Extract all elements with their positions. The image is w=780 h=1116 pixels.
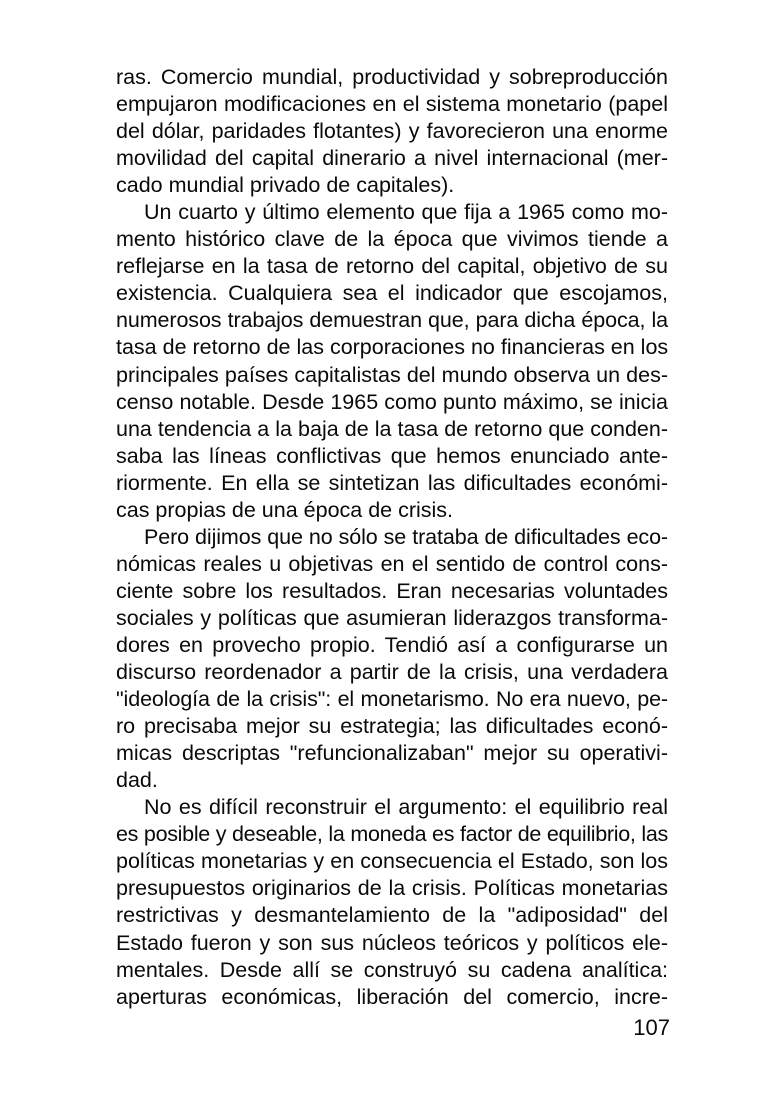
text-line: cas propias de una época de crisis. bbox=[116, 497, 454, 522]
text-line: "ideología de la crisis": el monetarismo. No era nuevo, pe- bbox=[116, 687, 668, 712]
text-line: Un cuarto y último elemento que fija a 1965 como mo- bbox=[144, 200, 668, 225]
text-line: mentales. Desde allí se construyó su cadena analítica: bbox=[116, 957, 668, 982]
text-line: dad. bbox=[116, 768, 158, 793]
text-line: saba las líneas conflictivas que hemos enunciado ante- bbox=[116, 443, 668, 468]
text-line: micas descriptas "refuncionalizaban" mejor su operativi- bbox=[116, 741, 668, 766]
text-line: aperturas económicas, liberación del comercio, incre- bbox=[116, 984, 668, 1009]
body-text bbox=[116, 64, 668, 1011]
text-line: discurso reordenador a partir de la crisis, una verdadera bbox=[116, 660, 668, 685]
text-line: mento histórico clave de la época que vivimos tiende a bbox=[116, 227, 668, 252]
text-line: No es difícil reconstruir el argumento: el equilibrio real bbox=[144, 795, 668, 820]
text-line: ras. Comercio mundial, productividad y sobreproducción bbox=[116, 65, 668, 89]
text-line: censo notable. Desde 1965 como punto máximo, se inicia bbox=[116, 389, 668, 414]
paragraph-4 bbox=[116, 794, 668, 1010]
text-line: presupuestos originarios de la crisis. Políticas monetarias bbox=[116, 876, 668, 901]
text-line: principales países capitalistas del mundo observa un des- bbox=[116, 362, 668, 387]
text-line: riormente. En ella se sintetizan las dificultades económi- bbox=[116, 470, 668, 495]
text-line: del dólar, paridades flotantes) y favorecieron una enorme bbox=[116, 119, 668, 144]
text-line: ciente sobre los resultados. Eran necesarias voluntades bbox=[116, 578, 668, 603]
paragraph-1 bbox=[116, 64, 668, 199]
text-line: dores en provecho propio. Tendió así a configurarse un bbox=[116, 632, 668, 657]
text-line: sociales y políticas que asumieran liderazgos transforma- bbox=[116, 605, 668, 630]
text-line: movilidad del capital dinerario a nivel internacional (mer- bbox=[116, 146, 668, 171]
text-line: reflejarse en la tasa de retorno del capital, objetivo de su bbox=[116, 254, 668, 279]
text-line: existencia. Cualquiera sea el indicador que escojamos, bbox=[116, 281, 668, 306]
text-line: Estado fueron y son sus núcleos teóricos y políticos ele- bbox=[116, 930, 668, 955]
text-line: restrictivas y desmantelamiento de la "adiposidad" del bbox=[116, 903, 668, 928]
text-line: tasa de retorno de las corporaciones no financieras en los bbox=[116, 335, 669, 360]
text-line: cado mundial privado de capitales). bbox=[116, 173, 455, 198]
text-line: es posible y deseable, la moneda es factor de equilibrio, las bbox=[116, 822, 668, 847]
paragraph-3 bbox=[116, 524, 668, 794]
text-line: políticas monetarias y en consecuencia el Estado, son los bbox=[116, 849, 668, 874]
text-line: nómicas reales u objetivas en el sentido de control cons- bbox=[116, 551, 668, 576]
page-number: 107 bbox=[633, 1015, 670, 1040]
text-line: ro precisaba mejor su estrategia; las dificultades econó- bbox=[116, 714, 668, 739]
text-line: empujaron modificaciones en el sistema monetario (papel bbox=[116, 92, 668, 117]
text-line: una tendencia a la baja de la tasa de retorno que conden- bbox=[116, 416, 668, 441]
text-line: numerosos trabajos demuestran que, para dicha época, la bbox=[116, 308, 668, 333]
paragraph-2 bbox=[116, 199, 668, 524]
text-line: Pero dijimos que no sólo se trataba de dificultades eco- bbox=[144, 524, 668, 549]
